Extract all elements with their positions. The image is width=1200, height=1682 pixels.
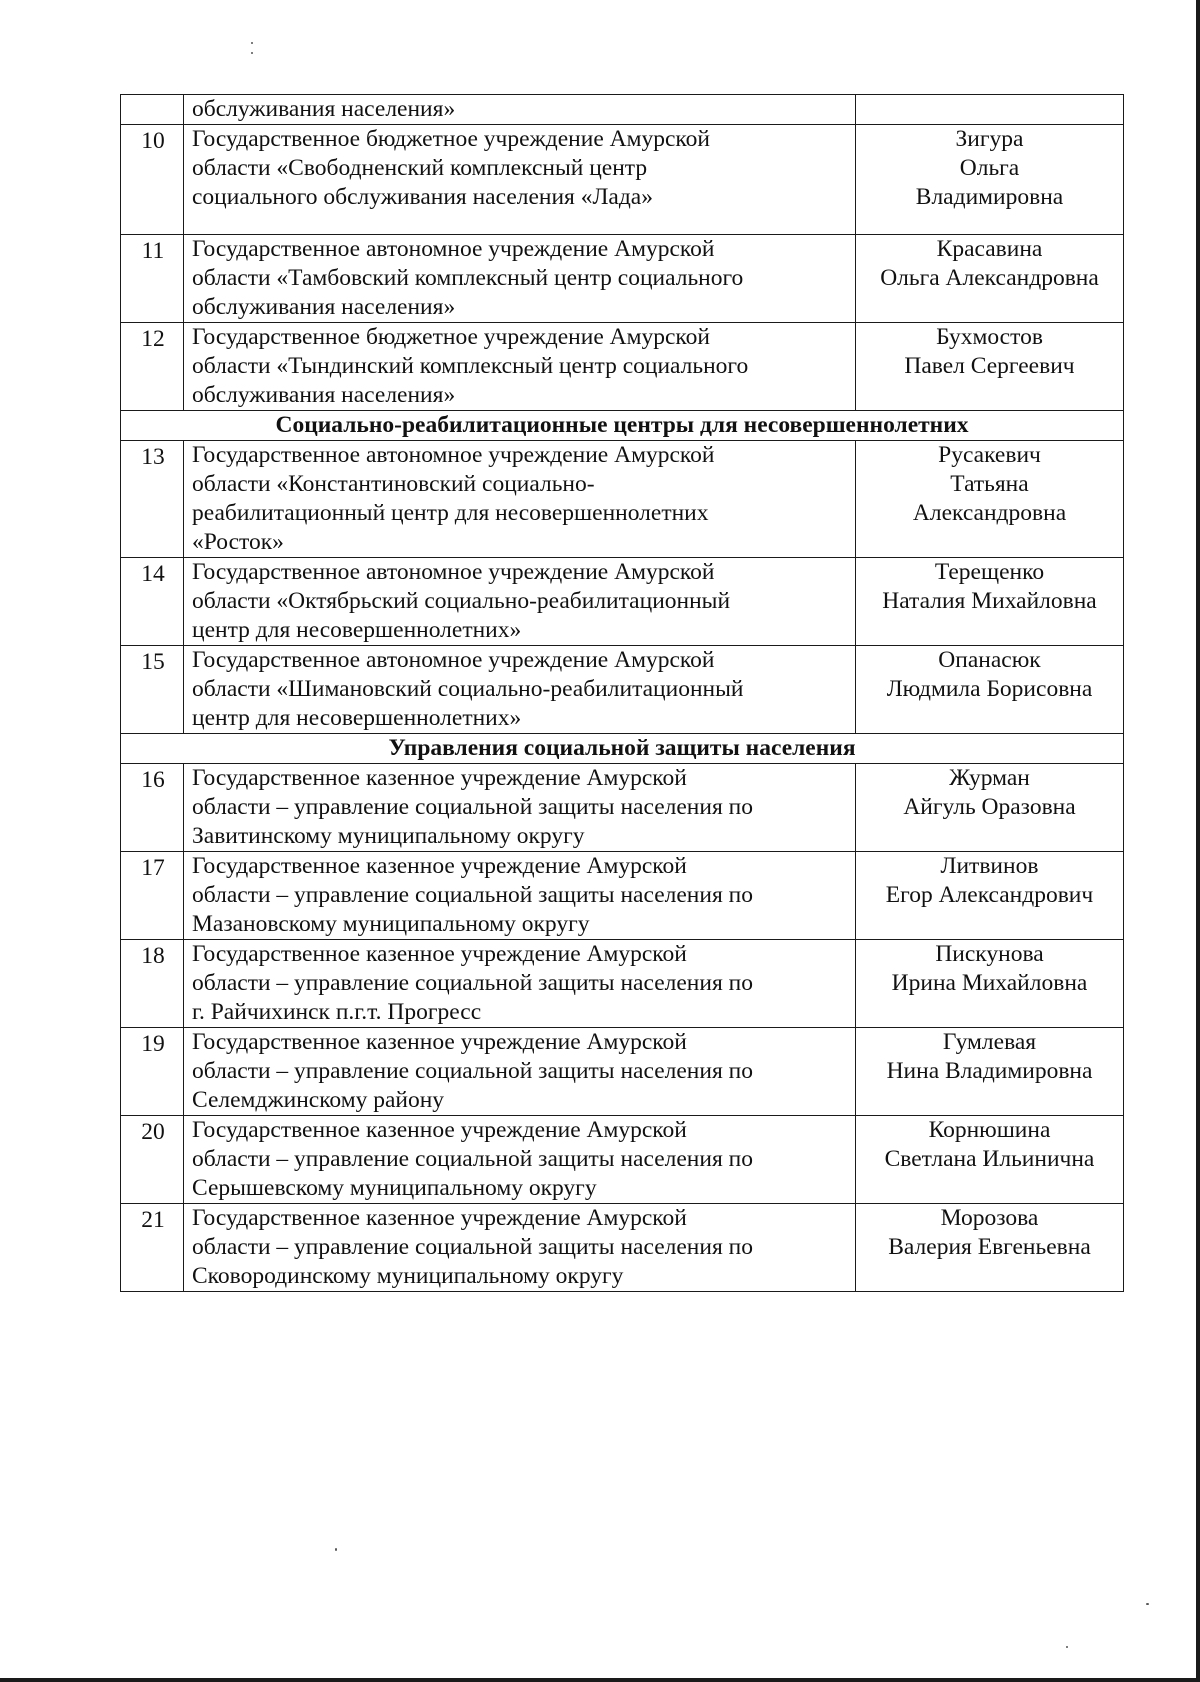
row-number: 17 — [121, 852, 184, 940]
person-name-line: Валерия Евгеньевна — [888, 1234, 1091, 1260]
row-number — [121, 95, 184, 125]
scan-speck — [251, 52, 253, 54]
responsible-person-cell — [856, 1028, 1124, 1116]
scan-speck — [1146, 1603, 1149, 1605]
person-name-line: Бухмостов — [936, 324, 1043, 350]
organization-line: области «Свободненский комплексный центр — [192, 155, 648, 181]
organization-line: Мазановскому муниципальному округу — [192, 911, 590, 937]
person-name-line: Журман — [949, 765, 1030, 791]
scan-speck — [251, 42, 253, 44]
organization-cell — [184, 235, 856, 323]
row-number: 12 — [121, 323, 184, 411]
table-row — [121, 852, 1124, 940]
person-name-line: Красавина — [936, 236, 1043, 262]
organization-cell — [184, 125, 856, 235]
organization-line: области – управление социальной защиты населения по — [192, 1058, 753, 1084]
row-number: 20 — [121, 1116, 184, 1204]
person-name-line: Корнюшина — [928, 1117, 1051, 1143]
responsible-person-cell — [856, 1204, 1124, 1292]
organization-line: центр для несовершеннолетних» — [192, 617, 522, 643]
organization-line: обслуживания населения» — [192, 294, 456, 320]
organization-line: области – управление социальной защиты населения по — [192, 1146, 753, 1172]
scan-edge-bottom — [0, 1678, 1200, 1682]
table-row — [121, 1204, 1124, 1292]
organization-line: Государственное бюджетное учреждение Амурской — [192, 324, 710, 350]
organization-cell — [184, 1028, 856, 1116]
organization-line: Серышевскому муниципальному округу — [192, 1175, 597, 1201]
organization-cell — [184, 441, 856, 558]
organization-line: области «Октябрьский социально-реабилитационный — [192, 588, 731, 614]
organization-line: центр для несовершеннолетних» — [192, 705, 522, 731]
person-name-line: Владимировна — [915, 184, 1064, 210]
organization-line: Селемджинскому району — [192, 1087, 445, 1113]
person-name-line: Пискунова — [935, 941, 1044, 967]
person-name-line: Наталия Михайловна — [882, 588, 1097, 614]
table-row — [121, 558, 1124, 646]
organization-line: «Росток» — [192, 529, 284, 555]
organization-cell — [184, 558, 856, 646]
organization-cell — [184, 1204, 856, 1292]
responsible-person-cell — [856, 646, 1124, 734]
row-number: 18 — [121, 940, 184, 1028]
person-name-line: Гумлевая — [942, 1029, 1037, 1055]
person-name-line: Нина Владимировна — [886, 1058, 1093, 1084]
organization-line: социального обслуживания населения «Лада» — [192, 184, 653, 210]
row-number: 19 — [121, 1028, 184, 1116]
organization-line: области «Тындинский комплексный центр социального — [192, 353, 749, 379]
table-row — [121, 1116, 1124, 1204]
organization-line: области – управление социальной защиты населения по — [192, 970, 753, 996]
organization-line: области «Шимановский социально-реабилитационный — [192, 676, 744, 702]
responsible-person-cell — [856, 323, 1124, 411]
person-name-line: Светлана Ильинична — [884, 1146, 1095, 1172]
row-number: 13 — [121, 441, 184, 558]
organization-line: Государственное казенное учреждение Амурской — [192, 941, 687, 967]
section-title: Управления социальной защиты населения — [121, 734, 1124, 764]
responsible-person-cell — [856, 1116, 1124, 1204]
person-name-line: Литвинов — [940, 853, 1039, 879]
organization-line: Государственное автономное учреждение Амурской — [192, 559, 715, 585]
scan-speck — [335, 1548, 337, 1551]
scan-edge-right — [1196, 0, 1200, 1682]
person-name-line: Айгуль Оразовна — [903, 794, 1076, 820]
organization-cell — [184, 940, 856, 1028]
person-name-line: Ольга — [959, 155, 1020, 181]
organization-line: Сковородинскому муниципальному округу — [192, 1263, 624, 1289]
organization-line: Государственное казенное учреждение Амурской — [192, 1117, 687, 1143]
responsible-person-cell — [856, 441, 1124, 558]
table-row — [121, 940, 1124, 1028]
organization-line: области – управление социальной защиты населения по — [192, 882, 753, 908]
person-name-line: Морозова — [940, 1205, 1039, 1231]
organization-line: реабилитационный центр для несовершеннолетних — [192, 500, 709, 526]
row-number: 16 — [121, 764, 184, 852]
organization-line: области – управление социальной защиты населения по — [192, 794, 753, 820]
table-row — [121, 764, 1124, 852]
responsible-person-cell — [856, 940, 1124, 1028]
table-row — [121, 95, 1124, 125]
organization-line: Государственное казенное учреждение Амурской — [192, 853, 687, 879]
table-row — [121, 1028, 1124, 1116]
person-name-line: Людмила Борисовна — [886, 676, 1093, 702]
person-name-line: Терещенко — [934, 559, 1045, 585]
organization-line: Государственное автономное учреждение Амурской — [192, 442, 715, 468]
row-number: 11 — [121, 235, 184, 323]
section-header-row — [121, 411, 1124, 441]
organization-cell — [184, 1116, 856, 1204]
table-row — [121, 323, 1124, 411]
organization-line: области – управление социальной защиты населения по — [192, 1234, 753, 1260]
organization-cell — [184, 764, 856, 852]
person-name-line: Опанасюк — [938, 647, 1041, 673]
organization-line: Завитинскому муниципальному округу — [192, 823, 585, 849]
responsible-person-cell — [856, 764, 1124, 852]
organization-line: Государственное автономное учреждение Амурской — [192, 647, 715, 673]
person-name-line: Павел Сергеевич — [904, 353, 1075, 379]
person-name-line: Зигура — [955, 126, 1024, 152]
row-number: 10 — [121, 125, 184, 235]
responsible-person-cell — [856, 125, 1124, 235]
organization-line: обслуживания населения» — [192, 382, 456, 408]
table-row — [121, 441, 1124, 558]
person-name-line: Александровна — [912, 500, 1067, 526]
organization-cell — [184, 95, 856, 125]
person-name-line: Егор Александрович — [885, 882, 1094, 908]
scan-speck — [1066, 1646, 1068, 1648]
organization-cell — [184, 323, 856, 411]
responsible-person-cell — [856, 852, 1124, 940]
organization-line: области «Константиновский социально- — [192, 471, 595, 497]
organization-line: Государственное казенное учреждение Амурской — [192, 1029, 687, 1055]
section-title: Социально-реабилитационные центры для несовершеннолетних — [121, 411, 1124, 441]
row-number: 15 — [121, 646, 184, 734]
organization-line: Государственное казенное учреждение Амурской — [192, 1205, 687, 1231]
table-row — [121, 235, 1124, 323]
person-name-line: Русакевич — [938, 442, 1041, 468]
organization-line: обслуживания населения» — [192, 96, 456, 122]
organization-line: г. Райчихинск п.г.т. Прогресс — [192, 999, 482, 1025]
responsible-person-cell — [856, 235, 1124, 323]
organization-cell — [184, 646, 856, 734]
table-row — [121, 646, 1124, 734]
responsible-person-cell — [856, 95, 1124, 125]
organization-line: Государственное бюджетное учреждение Амурской — [192, 126, 710, 152]
table-row — [121, 125, 1124, 235]
organization-line: области «Тамбовский комплексный центр социального — [192, 265, 744, 291]
row-number: 21 — [121, 1204, 184, 1292]
row-number: 14 — [121, 558, 184, 646]
organization-line: Государственное казенное учреждение Амурской — [192, 765, 687, 791]
person-name-line: Татьяна — [950, 471, 1029, 497]
organization-line: Государственное автономное учреждение Амурской — [192, 236, 715, 262]
responsible-person-cell — [856, 558, 1124, 646]
institutions-table — [120, 94, 1124, 1292]
person-name-line: Ирина Михайловна — [891, 970, 1088, 996]
person-name-line: Ольга Александровна — [880, 265, 1099, 291]
section-header-row — [121, 734, 1124, 764]
organization-cell — [184, 852, 856, 940]
